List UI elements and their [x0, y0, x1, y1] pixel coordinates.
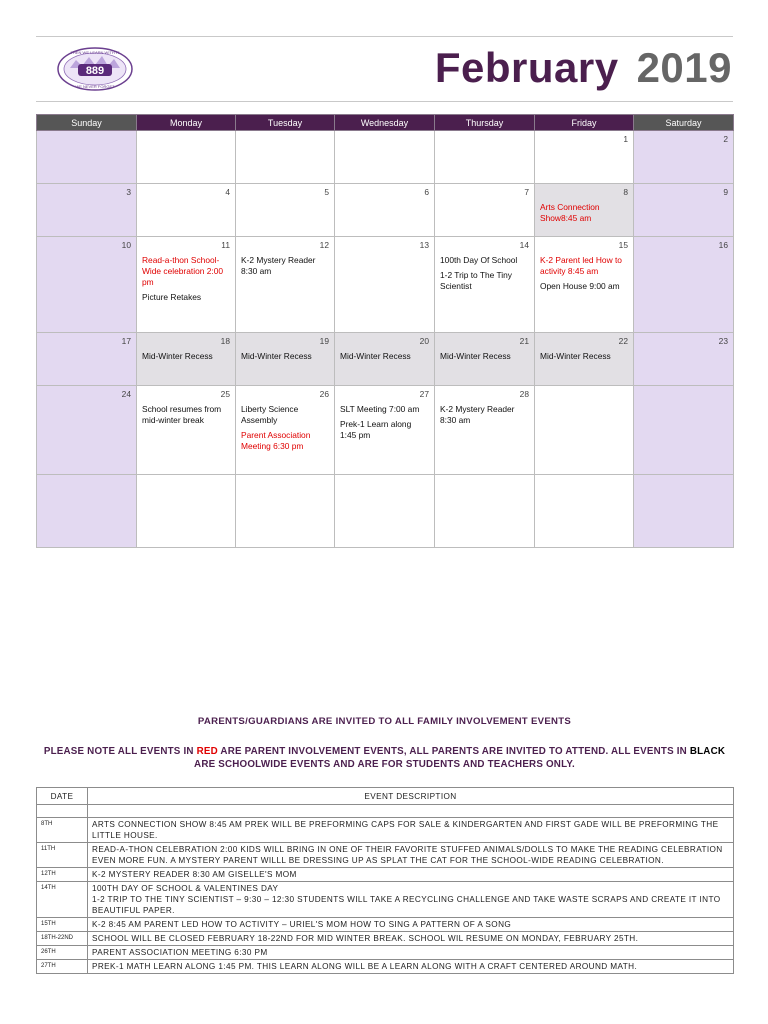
day-number: 13 — [419, 240, 429, 250]
calendar-day-cell — [236, 333, 335, 386]
day-number: 28 — [519, 389, 529, 399]
description-column-header: EVENT DESCRIPTION — [88, 788, 734, 805]
event-date: 18TH-22ND — [37, 932, 88, 946]
calendar-day-cell — [634, 333, 734, 386]
day-number — [142, 478, 230, 489]
event-date: 26TH — [37, 946, 88, 960]
header-rule — [36, 101, 733, 102]
calendar-day-cell — [137, 475, 236, 548]
day-number: 6 — [424, 187, 429, 197]
calendar-week-row — [37, 333, 734, 386]
calendar-grid — [36, 114, 734, 548]
event-date: 27TH — [37, 960, 88, 974]
calendar-day-cell — [236, 131, 335, 184]
calendar-day-cell — [335, 386, 435, 475]
day-number — [639, 389, 728, 400]
calendar-event: Open House 9:00 am — [540, 281, 620, 291]
calendar-day-cell — [535, 237, 634, 333]
calendar-day-cell — [137, 386, 236, 475]
event-date: 14TH — [37, 882, 88, 918]
date-column-header: DATE — [37, 788, 88, 805]
day-number — [440, 478, 529, 489]
calendar-event: Mid-Winter Recess — [241, 351, 312, 361]
event-description: SCHOOL WILL BE CLOSED FEBRUARY 18-22ND FOR MID WINTER BREAK. SCHOOL WIL RESUME ON MONDAY, FEBRUARY 25TH. — [88, 932, 734, 946]
weekday-header: Saturday — [634, 115, 734, 131]
calendar-day-cell — [435, 386, 535, 475]
calendar-day-cell — [435, 184, 535, 237]
calendar-event: School resumes from mid-winter break — [142, 404, 222, 425]
day-number: 16 — [718, 240, 728, 250]
day-number: 3 — [126, 187, 131, 197]
calendar-day-cell — [634, 386, 734, 475]
weekday-header: Tuesday — [236, 115, 335, 131]
day-number: 19 — [319, 336, 329, 346]
calendar-day-cell — [236, 237, 335, 333]
event-description — [88, 805, 734, 818]
calendar-day-cell — [236, 184, 335, 237]
calendar-day-cell — [335, 333, 435, 386]
calendar-day-cell — [37, 386, 137, 475]
day-number: 4 — [225, 187, 230, 197]
calendar-day-cell — [37, 184, 137, 237]
note-text: ARE SCHOOLWIDE EVENTS AND ARE FOR STUDENTS AND TEACHERS ONLY. — [194, 759, 575, 770]
calendar-event: Mid-Winter Recess — [142, 351, 213, 361]
calendar-day-cell — [335, 475, 435, 548]
color-legend-note — [36, 745, 733, 771]
day-number: 25 — [220, 389, 230, 399]
calendar-event: Arts Connection Show8:45 am — [540, 202, 600, 223]
day-number — [42, 478, 131, 489]
day-number: 11 — [221, 240, 230, 250]
day-number: 24 — [121, 389, 131, 399]
calendar-day-cell — [634, 131, 734, 184]
event-row — [37, 818, 734, 843]
calendar-day-cell — [137, 131, 236, 184]
weekday-header-row — [37, 115, 734, 131]
calendar-week-row — [37, 475, 734, 548]
calendar-day-cell — [634, 184, 734, 237]
weekday-header: Monday — [137, 115, 236, 131]
event-row — [37, 918, 734, 932]
event-description: PARENT ASSOCIATION MEETING 6:30 PM — [88, 946, 734, 960]
calendar-event: Prek-1 Learn along 1:45 pm — [340, 419, 412, 440]
event-row — [37, 882, 734, 918]
logo-number: 889 — [85, 65, 105, 77]
day-number — [639, 478, 728, 489]
event-description: ARTS CONNECTION SHOW 8:45 AM PREK WILL BE PREFORMING CAPS FOR SALE & KINDERGARTEN AND FIRST GADE WILL BE PREFORMING THE LITTLE HOUSE. — [88, 818, 734, 843]
event-description: 100TH DAY OF SCHOOL & VALENTINES DAY 1-2 TRIP TO THE TINY SCIENTIST – 9:30 – 12:30 STUDENTS WILL TAKE A RECYCLING CHALLENGE AND TAKE WASTE SCRAPS AND CREATE IT INTO BEAUTIFUL PAPER. — [88, 882, 734, 918]
calendar-day-cell — [37, 333, 137, 386]
calendar-week-row — [37, 184, 734, 237]
calendar-week-row — [37, 131, 734, 184]
calendar-day-cell — [137, 237, 236, 333]
day-number: 7 — [524, 187, 529, 197]
calendar-day-cell — [335, 184, 435, 237]
event-date: 12TH — [37, 868, 88, 882]
calendar-day-cell — [435, 333, 535, 386]
day-number: 20 — [419, 336, 429, 346]
calendar-day-cell — [335, 237, 435, 333]
logo-bottom-text: WE NEVER FORGET — [75, 84, 115, 89]
events-header-row — [37, 788, 734, 805]
calendar-day-cell — [535, 131, 634, 184]
day-number: 9 — [723, 187, 728, 197]
day-number: 1 — [623, 134, 628, 144]
calendar-day-cell — [634, 475, 734, 548]
event-date: 8TH — [37, 818, 88, 843]
event-description: READ-A-THON CELEBRATION 2:00 KIDS WILL BRING IN ONE OF THEIR FAVORITE STUFFED ANIMALS/DOLLS TO MAKE THE READING CELEBRATION EVEN MORE FUN. A MYSTERY PARENT WILLL BE DRESSING UP AS SPLAT THE CAT FOR THE SCHOOL-WIDE READING CELEBRATION. — [88, 843, 734, 868]
weekday-header: Sunday — [37, 115, 137, 131]
calendar-event: 1-2 Trip to The Tiny Scientist — [440, 270, 512, 291]
day-number: 17 — [121, 336, 131, 346]
calendar-event: Parent Association Meeting 6:30 pm — [241, 430, 311, 451]
day-number: 15 — [618, 240, 628, 250]
note-red-word: RED — [196, 746, 218, 757]
day-number — [340, 478, 429, 489]
day-number: 14 — [519, 240, 529, 250]
calendar-day-cell — [37, 237, 137, 333]
day-number: 23 — [718, 336, 728, 346]
event-description: K-2 MYSTERY READER 8:30 AM GISELLE'S MOM — [88, 868, 734, 882]
event-row — [37, 868, 734, 882]
event-row — [37, 843, 734, 868]
event-row — [37, 960, 734, 974]
weekday-header: Thursday — [435, 115, 535, 131]
event-date — [37, 805, 88, 818]
month-title — [435, 44, 732, 92]
day-number — [540, 478, 628, 489]
calendar-event: Liberty Science Assembly — [241, 404, 299, 425]
calendar-event: 100th Day Of School — [440, 255, 518, 265]
calendar-day-cell — [535, 184, 634, 237]
calendar-day-cell — [435, 131, 535, 184]
month-name: February — [434, 44, 619, 91]
event-row — [37, 805, 734, 818]
day-number — [142, 134, 230, 145]
day-number: 5 — [324, 187, 329, 197]
weekday-header: Wednesday — [335, 115, 435, 131]
year: 2019 — [636, 44, 732, 91]
day-number: 10 — [121, 240, 131, 250]
calendar-day-cell — [634, 237, 734, 333]
day-number: 27 — [419, 389, 429, 399]
calendar-day-cell — [435, 237, 535, 333]
day-number — [241, 478, 329, 489]
calendar-day-cell — [137, 333, 236, 386]
calendar-day-cell — [37, 475, 137, 548]
calendar-day-cell — [535, 475, 634, 548]
calendar-event: Read-a-thon School-Wide celebration 2:00 pm — [142, 255, 224, 287]
event-date: 15TH — [37, 918, 88, 932]
weekday-header: Friday — [535, 115, 634, 131]
day-number: 18 — [220, 336, 230, 346]
calendar-day-cell — [236, 475, 335, 548]
note-text: ARE PARENT INVOLVEMENT EVENTS, ALL PARENTS ARE INVITED TO ATTEND. ALL EVENTS IN — [217, 746, 690, 757]
day-number: 12 — [319, 240, 329, 250]
invite-heading: PARENTS/GUARDIANS ARE INVITED TO ALL FAMILY INVOLVEMENT EVENTS — [197, 716, 572, 727]
calendar-event: K-2 Parent led How to activity 8:45 am — [540, 255, 622, 276]
calendar-event: Mid-Winter Recess — [540, 351, 611, 361]
day-number — [42, 134, 131, 145]
calendar-day-cell — [37, 131, 137, 184]
day-number — [440, 134, 529, 145]
top-rule — [36, 36, 733, 37]
note-text: PLEASE NOTE ALL EVENTS IN — [43, 746, 197, 757]
calendar-event: SLT Meeting 7:00 am — [340, 404, 420, 414]
calendar-day-cell — [535, 333, 634, 386]
calendar-event: Picture Retakes — [142, 292, 202, 302]
event-date: 11TH — [37, 843, 88, 868]
event-description: PREK-1 MATH LEARN ALONG 1:45 PM. THIS LEARN ALONG WILL BE A LEARN ALONG WITH A CRAFT CENTERED AROUND MATH. — [88, 960, 734, 974]
calendar-event: K-2 Mystery Reader 8:30 am — [241, 255, 316, 276]
day-number: 2 — [723, 134, 728, 144]
calendar-week-row — [37, 237, 734, 333]
day-number: 26 — [319, 389, 329, 399]
events-table — [36, 787, 734, 974]
calendar-event: K-2 Mystery Reader 8:30 am — [440, 404, 515, 425]
calendar-day-cell — [335, 131, 435, 184]
day-number — [241, 134, 329, 145]
day-number: 22 — [618, 336, 628, 346]
event-row — [37, 946, 734, 960]
logo-top-text: THEN WE LEARN WITH IT — [70, 50, 120, 55]
note-black-word: BLACK — [689, 746, 726, 757]
calendar-day-cell — [137, 184, 236, 237]
calendar-day-cell — [535, 386, 634, 475]
day-number — [540, 389, 628, 400]
day-number: 8 — [623, 187, 628, 197]
calendar-event: Mid-Winter Recess — [440, 351, 511, 361]
school-logo — [56, 46, 134, 92]
day-number: 21 — [519, 336, 529, 346]
calendar-event: Mid-Winter Recess — [340, 351, 411, 361]
calendar-day-cell — [435, 475, 535, 548]
event-row — [37, 932, 734, 946]
event-description: K-2 8:45 AM PARENT LED HOW TO ACTIVITY – URIEL'S MOM HOW TO SING A PATTERN OF A SONG — [88, 918, 734, 932]
calendar-day-cell — [236, 386, 335, 475]
day-number — [340, 134, 429, 145]
calendar-week-row — [37, 386, 734, 475]
